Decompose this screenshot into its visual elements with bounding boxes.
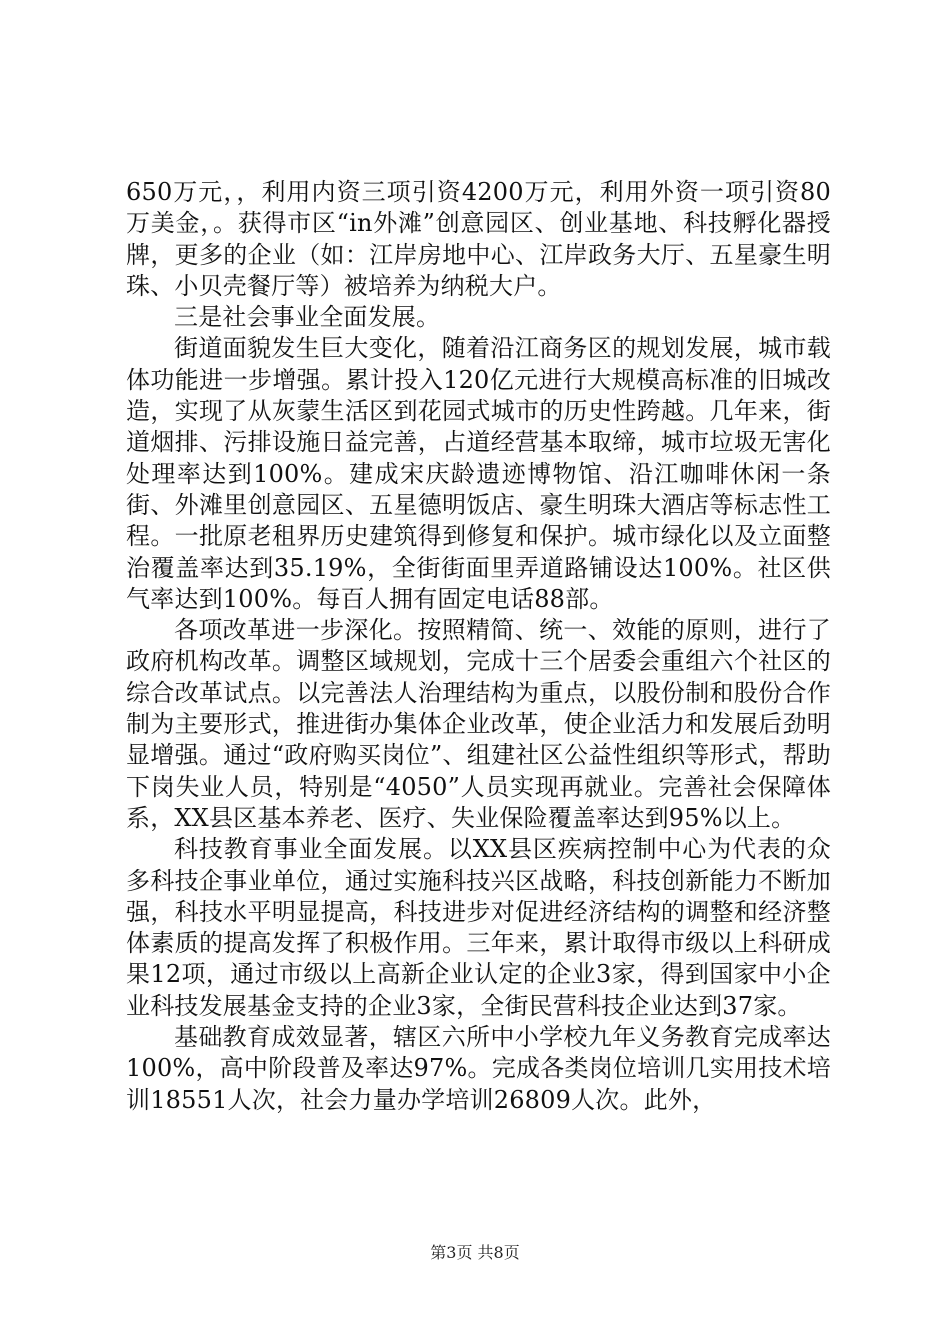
- paragraph-reform: 各项改革进一步深化。按照精简、统一、效能的原则，进行了政府机构改革。调整区域规划，完成十三个居委会重组六个社区的综合改革试点。以完善法人治理结构为重点，以股份制和股份合作制为主要形式，推进街办集体企业改革，使企业活力和发展后劲明显增强。通过“政府购买岗位”、组建社区公益性组织等形式，帮助下岗失业人员，特别是“4050”人员实现再就业。完善社会保障体系，XX县区基本养老、医疗、失业保险覆盖率达到95%以上。: [126, 616, 831, 832]
- paragraph-continuation: 650万元，，利用内资三项引资4200万元，利用外资一项引资80万美金，。获得市区“in外滩”创意园区、创业基地、科技孵化器授牌，更多的企业（如：江岸房地中心、江岸政务大厅、五星豪生明珠、小贝壳餐厅等）被培养为纳税大户。: [126, 178, 831, 300]
- paragraph-science-education: 科技教育事业全面发展。以XX县区疾病控制中心为代表的众多科技企事业单位，通过实施科技兴区战略，科技创新能力不断加强，科技水平明显提高，科技进步对促进经济结构的调整和经济整体素质的提高发挥了积极作用。三年来，累计取得市级以上科研成果12项，通过市级以上高新企业认定的企业3家，得到国家中小企业科技发展基金支持的企业3家，全街民营科技企业达到37家。: [126, 835, 831, 1020]
- paragraph-street-development: 街道面貌发生巨大变化，随着沿江商务区的规划发展，城市载体功能进一步增强。累计投入120亿元进行大规模高标准的旧城改造，实现了从灰蒙生活区到花园式城市的历史性跨越。几年来，街道烟排、污排设施日益完善，占道经营基本取缔，城市垃圾无害化处理率达到100%。建成宋庆龄遗迹博物馆、沿江咖啡休闲一条街、外滩里创意园区、五星德明饭店、豪生明珠大酒店等标志性工程。一批原老租界历史建筑得到修复和保护。城市绿化以及立面整治覆盖率达到35.19%，全街街面里弄道路铺设达100%。社区供气率达到100%。每百人拥有固定电话88部。: [126, 334, 831, 613]
- paragraph-basic-education: 基础教育成效显著，辖区六所中小学校九年义务教育完成率达100%，高中阶段普及率达97%。完成各类岗位培训几实用技术培训18551人次，社会力量办学培训26809人次。此外，: [126, 1023, 831, 1114]
- page-footer: 第3页 共8页: [430, 1243, 520, 1262]
- document-body: [126, 177, 831, 1116]
- section-heading-social: 三是社会事业全面发展。: [174, 303, 441, 332]
